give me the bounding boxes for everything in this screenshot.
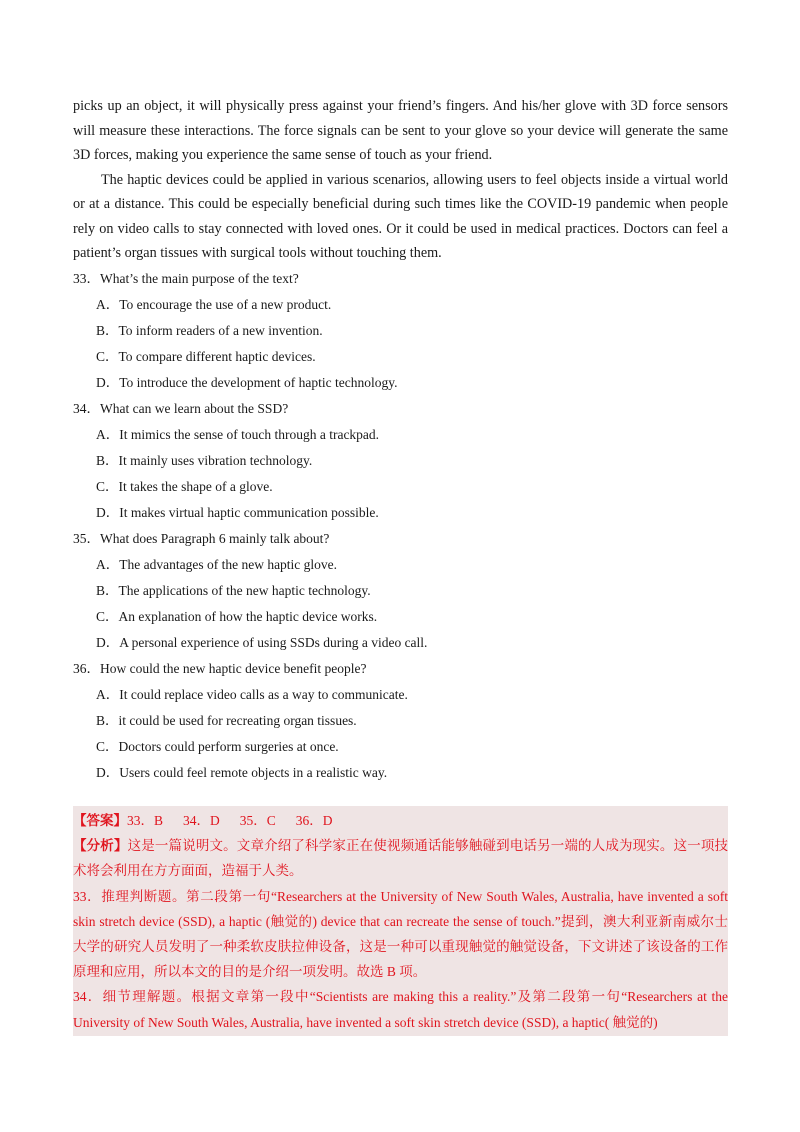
passage-and-questions (73, 94, 728, 786)
question-stem: 34．What can we learn about the SSD? (73, 400, 289, 416)
question-35 (73, 526, 728, 656)
option-d: D．It makes virtual haptic communication possible. (96, 504, 379, 520)
question-stem: 35．What does Paragraph 6 mainly talk about? (73, 530, 330, 546)
option-a: A．The advantages of the new haptic glove. (96, 556, 338, 572)
answer-explanation-box (73, 806, 728, 1036)
question-34 (73, 396, 728, 526)
option-c: C．Doctors could perform surgeries at once. (96, 738, 339, 754)
answer-item: 36．D (295, 813, 333, 828)
explanation-34: 34．细节理解题。根据文章第一段中“Scientists are making this a reality.”及第二段第一句“Researchers at the University of New South Wales, Australia, have invented a soft skin stretch device (SSD), a haptic( 触觉的) (73, 989, 728, 1030)
option-b: B．The applications of the new haptic technology. (96, 582, 371, 598)
option-d: D．Users could feel remote objects in a realistic way. (96, 764, 388, 780)
passage-paragraph-2: The haptic devices could be applied in various scenarios, allowing users to feel objects inside a virtual world or at a distance. This could be especially beneficial during such times like the COVID-19 pandemic when people rely on video calls to stay connected with loved ones. Or it could be used in medical practices. Doctors can feel a patient’s organ tissues with surgical tools without touching them. (73, 171, 728, 261)
question-stem: 33．What’s the main purpose of the text? (73, 270, 299, 286)
question-33 (73, 266, 728, 396)
option-d: D．To introduce the development of haptic technology. (96, 374, 398, 390)
answer-item: 35．C (239, 813, 276, 828)
answer-item: 33．B (127, 813, 164, 828)
option-a: A．It could replace video calls as a way to communicate. (96, 686, 408, 702)
question-36 (73, 656, 728, 786)
option-c: C．An explanation of how the haptic device works. (96, 608, 378, 624)
answer-label: 【答案】 (73, 813, 127, 828)
passage-paragraph-1: picks up an object, it will physically press against your friend’s fingers. And his/her glove with 3D force sensors will measure these interactions. The force signals can be sent to your glove so your device will generate the same 3D forces, making you experience the same sense of touch as your friend. (73, 98, 728, 163)
option-c: C．It takes the shape of a glove. (96, 478, 273, 494)
analysis-line (73, 833, 728, 883)
answer-line (73, 808, 728, 833)
option-b: B．It mainly uses vibration technology. (96, 452, 313, 468)
option-a: A．To encourage the use of a new product. (96, 296, 332, 312)
question-stem: 36．How could the new haptic device benefit people? (73, 660, 367, 676)
option-b: B．it could be used for recreating organ tissues. (96, 712, 357, 728)
analysis-label: 【分析】 (73, 838, 128, 854)
answer-item: 34．D (183, 813, 220, 828)
option-c: C．To compare different haptic devices. (96, 348, 316, 364)
option-a: A．It mimics the sense of touch through a trackpad. (96, 426, 380, 442)
option-b: B．To inform readers of a new invention. (96, 322, 323, 338)
analysis-text: 这是一篇说明文。文章介绍了科学家正在使视频通话能够触碰到电话另一端的人成为现实。这一项技术将会利用在方方面面，造福于人类。 (73, 838, 729, 879)
explanation-33: 33．推理判断题。第二段第一句“Researchers at the University of New South Wales, Australia, have invented a soft skin stretch device (SSD), a haptic (触觉的) device that can recreate the sense of touch.”提到，澳大利亚新南威尔士大学的研究人员发明了一种柔软皮肤拉伸设备，这是一种可以重现触觉的触觉设备，下文讲述了该设备的工作原理和应用，所以本文的目的是介绍一项发明。故选 B 项。 (73, 888, 728, 980)
option-d: D．A personal experience of using SSDs during a video call. (96, 634, 428, 650)
